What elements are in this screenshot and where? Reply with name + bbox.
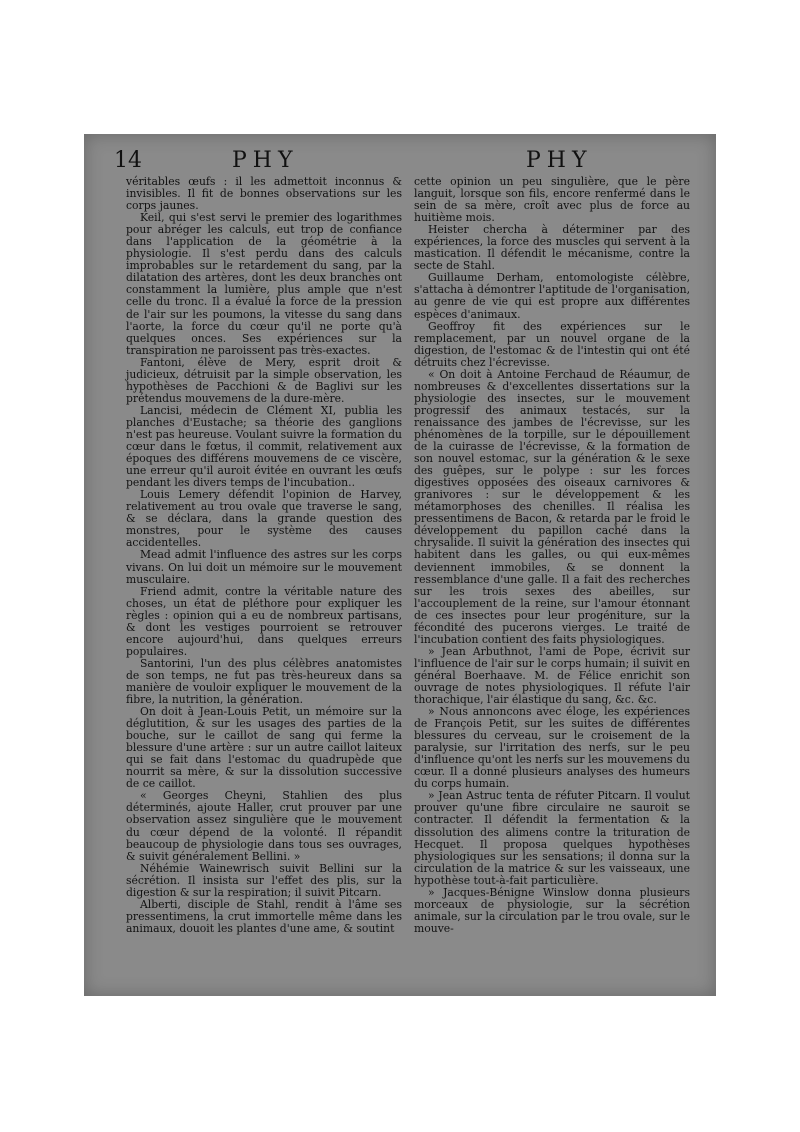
paragraph: » Jacques-Bénigne Winslow donna plusieurs morceaux de physiologie, sur la sécrétion animale, sur la circulation par le trou ovale, sur le mouve- [414, 885, 690, 935]
paragraph: cette opinion un peu singulière, que le père languit, lorsque son fils, encore renfermé dans le sein de sa mère, croît avec plus de force au huitième mois. [414, 175, 690, 225]
paragraph: Santorini, l'un des plus célèbres anatomistes de son temps, ne fut pas très-heureux dans sa manière de vouloir expliquer le mouvement de la fibre, la nutrition, la génération. [126, 656, 402, 707]
running-header [84, 148, 716, 176]
paragraph: Heister chercha à déterminer par des expériences, la force des muscles qui servent à la mastication. Il défendit le mécanisme, contre la secte de Stahl. [414, 223, 690, 273]
left-column [126, 176, 402, 935]
paragraph: Mead admit l'influence des astres sur les corps vivans. On lui doit un mémoire sur le mouvement musculaire. [126, 548, 402, 586]
header-right: PHY [526, 148, 593, 173]
paragraph: Fantoni, élève de Mery, esprit droit & judicieux, détruisit par la simple observation, les hypothèses de Pacchioni & de Baglivi sur les prétendus mouvemens de la dure-mère. [126, 355, 402, 405]
paragraph: Keil, qui s'est servi le premier des logarithmes pour abréger les calculs, eut trop de confiance dans l'application de la géométrie à la physiologie. Il s'est perdu dans des calculs improbables sur le retardement du sang, par la dilatation des artères, dont les deux branches ont constamment la lumière, plus ample que n'est celle du tronc. Il a évalué la force de la pression de l'air sur les poumons, la vitesse du sang dans l'aorte, la force du cœur qu'il ne porte qu'à quelques onces. Ses expériences sur la transpiration ne paroissent pas très-exactes. [126, 211, 402, 357]
header-left: PHY [232, 148, 299, 173]
paragraph: Friend admit, contre la véritable nature des choses, un état de pléthore pour expliquer les règles : opinion qui a eu de nombreux partisans, & dont les vestiges pourroient se retrouver encore aujourd'hui, dans quelques erreurs populaires. [126, 584, 402, 658]
paragraph: Alberti, disciple de Stahl, rendit à l'âme ses pressentimens, la crut immortelle même dans les animaux, douoit les plantes d'une ame, & soutint [126, 897, 402, 935]
paragraph: véritables œufs : il les admettoit inconnus & invisibles. Il fit de bonnes observations sur les corps jaunes. [126, 175, 402, 213]
paragraph: « On doit à Antoine Ferchaud de Réaumur, de nombreuses & d'excellentes dissertations sur la physiologie des insectes, sur le mouvement progressif des animaux testacés, sur la renaissance des jambes de l'écrevisse, sur les phénomènes de la torpille, sur le dépouillement de la cuirasse de l'écrevisse, & la formation de son nouvel estomac, sur la génération & le sexe des guêpes, sur le polype : sur les forces digestives opposées des oiseaux carnivores & granivores : sur le développement & les métamorphoses des chenilles. Il réalisa les pressentimens de Bacon, & retarda par le froid le développement du papillon caché dans la chrysalide. Il suivit la génération des insectes qui habitent dans les galles, ou qui eux-mêmes deviennent immobiles, & se donnent la ressemblance d'une galle. Il a fait des recherches sur les trois sexes des abeilles, sur l'accouplement de la reine, sur l'amour étonnant de ces insectes pour leur progéniture, sur la fécondité des pucerons vierges. Le traité de l'incubation contient des faits physiologiques. [414, 367, 690, 646]
paragraph: Geoffroy fit des expériences sur le remplacement, par un nouvel organe de la digestion, de l'estomac & de l'intestin qui ont été détruits chez l'écrevisse. [414, 319, 690, 369]
page-number: 14 [114, 148, 142, 173]
scanned-page [84, 134, 716, 996]
paragraph: Néhémie Wainewrisch suivit Bellini sur la sécrétion. Il insista sur l'effet des plis, sur la digestion & sur la respiration; il suivit Pitcarn. [126, 861, 402, 899]
paragraph: Louis Lemery défendit l'opinion de Harvey, relativement au trou ovale que traverse le sang, & se déclara, dans la grande question des monstres, pour le système des causes accidentelles. [126, 488, 402, 550]
paragraph: « Georges Cheyni, Stahlien des plus déterminés, ajoute Haller, crut prouver par une observation assez singulière que le mouvement du cœur dépend de la volonté. Il répandit beaucoup de physiologie dans tous ses ouvrages, & suivit généralement Bellini. » [126, 789, 402, 863]
paragraph: » Jean Astruc tenta de réfuter Pitcarn. Il voulut prouver qu'une fibre circulaire ne sauroit se contracter. Il défendit la fermentation & la dissolution des alimens contre la trituration de Hecquet. Il proposa quelques hypothèses physiologiques sur les sensations; il donna sur la circulation de la matrice & sur les vaisseaux, une hypothèse tout-à-fait particulière. [414, 789, 690, 887]
paragraph: On doit à Jean-Louis Petit, un mémoire sur la déglutition, & sur les usages des parties de la bouche, sur le caillot de sang qui ferme la blessure d'une artère : sur un autre caillot laiteux qui se fait dans l'estomac du quadrupède que nourrit sa mère, & sur la dissolution successive de ce caillot. [126, 705, 402, 791]
paragraph: Guillaume Derham, entomologiste célèbre, s'attacha à démontrer l'aptitude de l'organisation, au genre de vie qui est propre aux différentes espèces d'animaux. [414, 271, 690, 321]
paragraph: Lancisi, médecin de Clément XI, publia les planches d'Eustache; sa théorie des ganglions n'est pas heureuse. Voulant suivre la formation du cœur dans le fœtus, il commit, relativement aux époques des différens mouvemens de ce viscère, une erreur qu'il auroit évitée en ouvrant les œufs pendant les divers temps de l'incubation.. [126, 403, 402, 490]
right-column [414, 176, 690, 935]
paragraph: » Nous annoncons avec éloge, les expériences de François Petit, sur les suites de différentes blessures du cerveau, sur le croisement de la paralysie, sur l'irritation des nerfs, sur le peu d'influence qu'ont les nerfs sur les mouvemens du cœur. Il a donné plusieurs analyses des humeurs du corps humain. [414, 705, 690, 791]
paragraph: » Jean Arbuthnot, l'ami de Pope, écrivit sur l'influence de l'air sur le corps humain; il suivit en général Boerhaave. M. de Félice enrichit son ouvrage de notes physiologiques. Il réfute l'air thorachique, l'air élastique du sang, &c. &c. [414, 644, 690, 707]
